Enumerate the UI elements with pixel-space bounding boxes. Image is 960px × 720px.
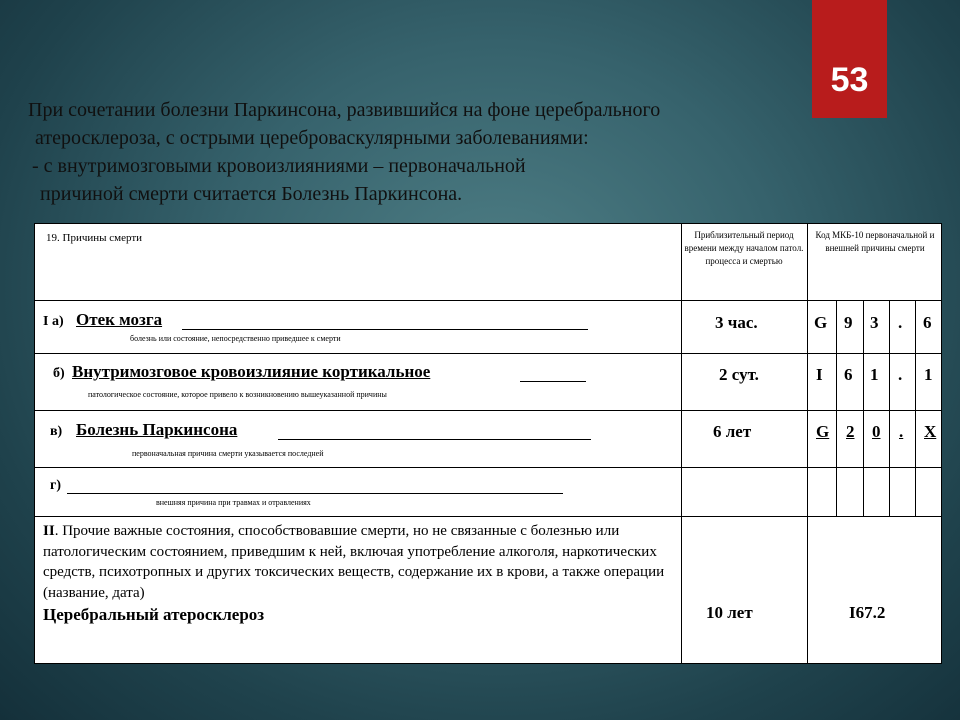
row-c-code-1: G: [816, 422, 830, 441]
section-title: 19. Причины смерти: [46, 232, 143, 244]
row-b-label: б): [53, 366, 65, 381]
row-line-2: [34, 353, 942, 354]
row-line-3: [34, 410, 942, 411]
row-b-diagnosis: Внутримозговое кровоизлияние кортикальное: [72, 362, 431, 381]
row-c-hint: первоначальная причина смерти указывается последней: [132, 449, 324, 458]
border-left: [34, 223, 35, 664]
row-a-code-2: 9: [844, 313, 853, 332]
row-d-label: г): [50, 478, 62, 493]
row-line-5: [34, 516, 942, 517]
row-c-diagnosis: Болезнь Паркинсона: [76, 420, 238, 439]
slide-number: 53: [830, 61, 869, 99]
row-a-underline: [182, 329, 588, 330]
row-c-code-4: .: [899, 422, 904, 441]
row-b-hint: патологическое состояние, которое привело к возникновению вышеуказанной причины: [88, 390, 387, 399]
border-right: [941, 223, 942, 664]
row-a-code-3: 3: [870, 313, 879, 332]
part2-diagnosis: Церебральный атеросклероз: [43, 605, 265, 624]
row-c-period: 6 лет: [713, 422, 752, 441]
row-c-code-2: 2: [846, 422, 855, 441]
col-code-header: Код МКБ-10 первоначальной и внешней причины смерти: [815, 230, 935, 253]
row-b-period: 2 сут.: [719, 365, 759, 384]
row-b-code-3: 1: [870, 365, 879, 384]
col-period-header: Приблизительный период времени между началом патол. процесса и смертью: [684, 230, 804, 266]
row-d-hint: внешняя причина при травмах и отравлениях: [156, 498, 311, 507]
row-a-label: I а): [43, 314, 64, 329]
row-a-hint: болезнь или состояние, непосредственно приведшее к смерти: [130, 334, 341, 343]
row-c-code-5: X: [924, 422, 937, 441]
row-a-code-1: G: [814, 313, 828, 332]
row-b-code-4: .: [898, 365, 903, 384]
col-line-code: [807, 223, 808, 664]
row-a-code-4: .: [898, 313, 903, 332]
part2-label: II: [43, 523, 55, 539]
row-d-underline: [67, 493, 563, 494]
row-a-period: 3 час.: [715, 313, 758, 332]
part2-period: 10 лет: [706, 603, 753, 622]
slide-number-badge: [812, 0, 887, 118]
row-line-1: [34, 300, 942, 301]
col-line-period: [681, 223, 682, 664]
row-line-4: [34, 467, 942, 468]
part2-code: I67.2: [849, 603, 886, 622]
border-top: [34, 223, 942, 224]
code-subcol-4: [915, 300, 916, 517]
intro-line-1: При сочетании болезни Паркинсона, развившийся на фоне церебрального: [28, 99, 661, 121]
intro-line-4: причиной смерти считается Болезнь Паркинсона.: [40, 183, 463, 205]
row-c-underline: [278, 439, 591, 440]
border-bottom: [34, 663, 942, 664]
part2-text: [43, 521, 679, 603]
intro-line-3: - с внутримозговыми кровоизлияниями – первоначальной: [32, 155, 526, 177]
row-b-underline: [520, 381, 586, 382]
row-a-code-5: 6: [923, 313, 932, 332]
row-b-code-1: I: [816, 365, 823, 384]
row-b-code-5: 1: [924, 365, 933, 384]
row-a-diagnosis: Отек мозга: [76, 310, 163, 329]
death-certificate-form: [34, 223, 942, 664]
code-subcol-2: [863, 300, 864, 517]
row-c-label: в): [50, 424, 63, 439]
part2-description: . Прочие важные состояния, способствовавшие смерти, но не связанные с болезнью или патологическим состоянием, приведшим к ней, включая употребление алкоголя, наркотических средств, психотропных и других токсических веществ, содержание их в крови, а также операции (название, дата): [43, 523, 665, 601]
row-c-code-3: 0: [872, 422, 881, 441]
code-subcol-3: [889, 300, 890, 517]
intro-line-2: атеросклероза, с острыми цереброваскулярными заболеваниями:: [35, 127, 589, 149]
code-subcol-1: [836, 300, 837, 517]
intro-text: [28, 96, 818, 208]
row-b-code-2: 6: [844, 365, 853, 384]
